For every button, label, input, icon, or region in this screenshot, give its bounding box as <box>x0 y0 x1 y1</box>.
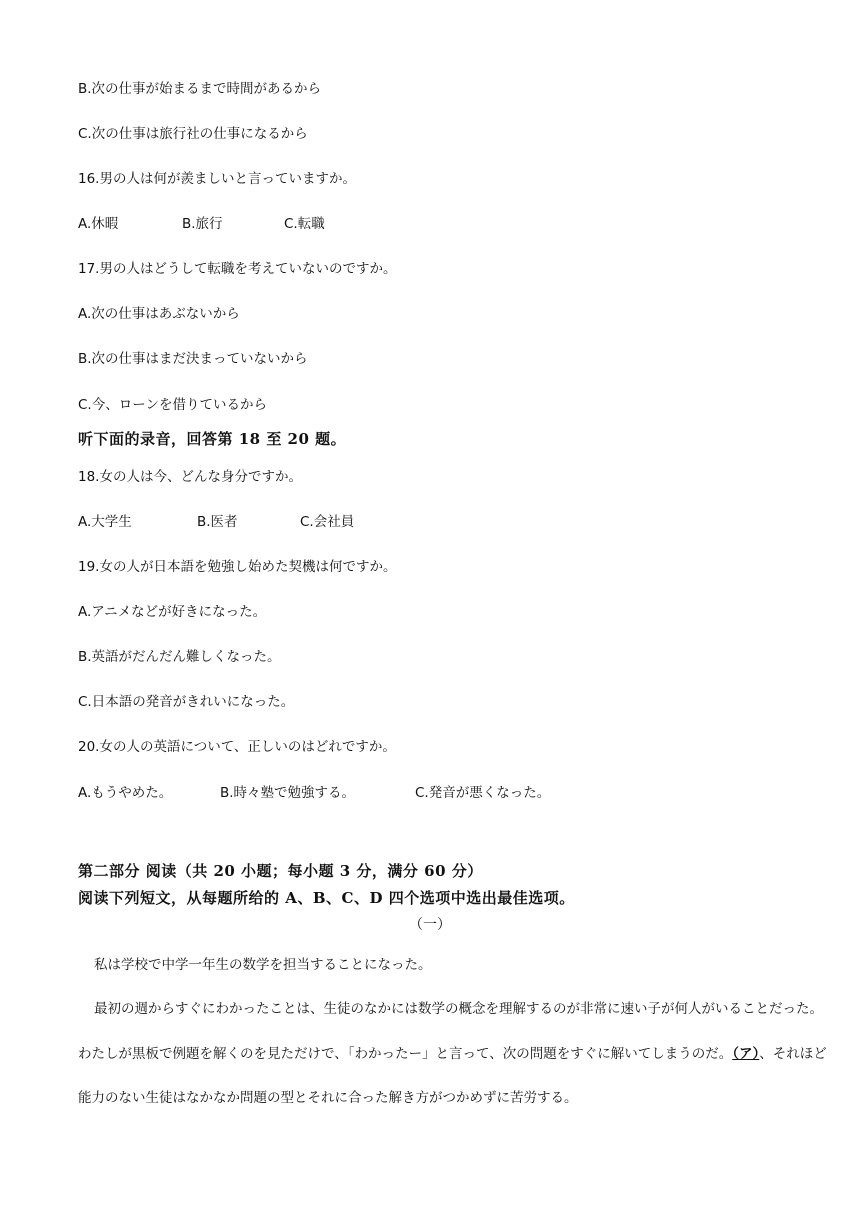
q16-option-a: A.休暇 <box>78 216 119 232</box>
q16-options <box>78 215 325 233</box>
q20-question: 20.女の人の英語について、正しいのはどれですか。 <box>78 739 396 755</box>
q16-question: 16.男の人は何が羨ましいと言っていますか。 <box>78 171 356 187</box>
passage-paragraph-2-line-3: 能力のない生徒はなかなか問題の型とそれに合った解き方がつかめずに苦労する。 <box>78 1090 578 1106</box>
q19-question: 19.女の人が日本語を勉強し始めた契機は何ですか。 <box>78 559 397 575</box>
q16-option-c: C.転職 <box>284 216 325 232</box>
q18-option-c: C.会社員 <box>300 514 355 530</box>
q17-option-c: C.今、ローンを借りているから <box>78 397 267 413</box>
q15-option-c: C.次の仕事は旅行社の仕事になるから <box>78 126 308 142</box>
part-two-title: 第二部分 阅读（共 20 小题；每小题 3 分，满分 60 分） <box>78 862 483 880</box>
passage-paragraph-2-line-2 <box>78 1045 827 1063</box>
q17-option-b: B.次の仕事はまだ決まっていないから <box>78 351 308 367</box>
q19-option-c: C.日本語の発音がきれいになった。 <box>78 694 295 710</box>
passage-text-after-blank: 、それほど <box>759 1046 827 1062</box>
reading-instruction: 阅读下列短文，从每题所给的 A、B、C、D 四个选项中选出最佳选项。 <box>78 889 575 907</box>
section-heading-18-20: 听下面的录音，回答第 18 至 20 题。 <box>78 430 347 448</box>
q16-option-b: B.旅行 <box>182 216 223 232</box>
passage-number: （一） <box>409 917 451 933</box>
q20-options <box>78 784 550 802</box>
q18-option-a: A.大学生 <box>78 514 132 530</box>
q20-option-b: B.時々塾で勉強する。 <box>220 785 356 801</box>
q20-option-c: C.発音が悪くなった。 <box>415 785 551 801</box>
passage-paragraph-1: 私は学校で中学一年生の数学を担当することになった。 <box>94 957 432 973</box>
q19-option-a: A.アニメなどが好きになった。 <box>78 604 267 620</box>
q20-option-a: A.もうやめた。 <box>78 785 173 801</box>
answer-blank-a: （ア） <box>732 1046 760 1062</box>
q18-options <box>78 513 354 531</box>
q19-option-b: B.英語がだんだん難しくなった。 <box>78 649 281 665</box>
passage-paragraph-2-line-1: 最初の週からすぐにわかったことは、生徒のなかには数学の概念を理解するのが非常に速い子が何人がいることだった。 <box>94 1001 823 1017</box>
q17-question: 17.男の人はどうして転職を考えていないのですか。 <box>78 261 397 277</box>
q15-option-b: B.次の仕事が始まるまで時間があるから <box>78 81 322 97</box>
q18-option-b: B.医者 <box>197 514 238 530</box>
q18-question: 18.女の人は今、どんな身分ですか。 <box>78 469 302 485</box>
q17-option-a: A.次の仕事はあぶないから <box>78 306 240 322</box>
passage-text-before-blank: わたしが黒板で例題を解くのを見ただけで、「わかったー」と言って、次の問題をすぐに解いてしまうのだ。 <box>78 1046 733 1062</box>
